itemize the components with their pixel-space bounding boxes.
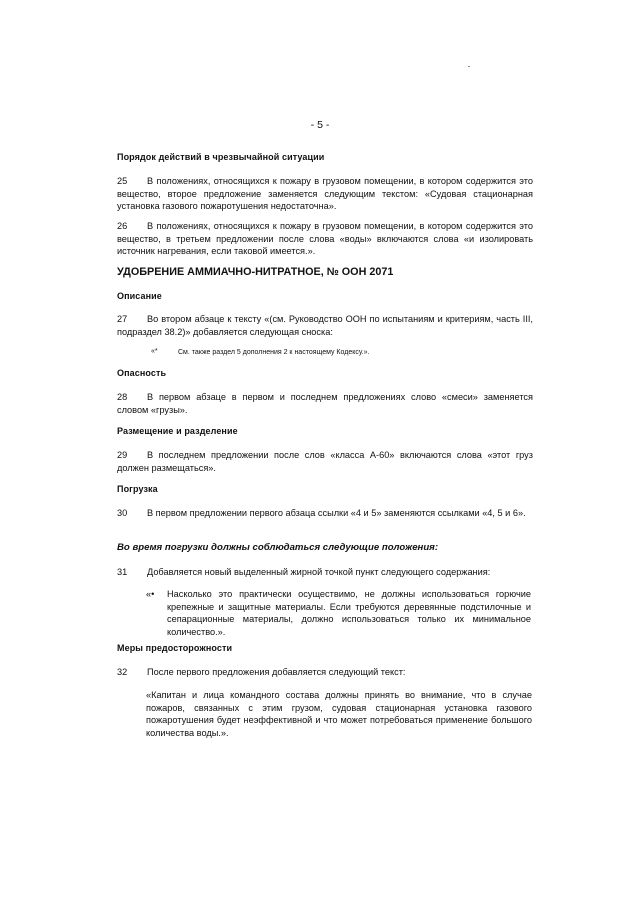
paragraph-text: В последнем предложении после слов «класса А-60» включаются слова «этот груз должен размещаться». — [117, 450, 533, 473]
footnote-text: См. также раздел 5 дополнения 2 к настоящему Кодексу.». — [178, 349, 370, 356]
paragraph-31 — [117, 566, 533, 579]
heading-loading: Погрузка — [117, 484, 158, 494]
paragraph-text: В положениях, относящихся к пожару в грузовом помещении, в котором содержится это вещество, в третьем предложении после слова «воды» включаются слова «и изолировать источник нагревания, если таковой имеется.». — [117, 221, 533, 257]
heading-emergency: Порядок действий в чрезвычайной ситуации — [117, 152, 325, 162]
paragraph-text: В положениях, относящихся к пожару в грузовом помещении, в котором содержится это вещество, второе предложение заменяется следующим текстом: «Судовая стационарная установка газового пожаротушения недостаточна». — [117, 176, 533, 212]
footnote-mark: «* — [151, 348, 158, 355]
paragraph-26 — [117, 220, 533, 258]
heading-loading-provisions: Во время погрузки должны соблюдаться следующие положения: — [117, 542, 439, 553]
paragraph-30 — [117, 507, 533, 520]
paragraph-number: 27 — [117, 314, 128, 324]
paragraph-number: 26 — [117, 221, 128, 231]
paragraph-number: 32 — [117, 667, 128, 677]
paragraph-text: После первого предложения добавляется следующий текст: — [147, 667, 406, 677]
paragraph-29 — [117, 449, 533, 474]
heading-fertilizer: УДОБРЕНИЕ АММИАЧНО-НИТРАТНОЕ, № ООН 2071 — [117, 266, 394, 278]
paragraph-28 — [117, 391, 533, 416]
page-number: - 5 - — [310, 119, 330, 131]
heading-description: Описание — [117, 291, 162, 301]
paragraph-text: Добавляется новый выделенный жирной точкой пункт следующего содержания: — [147, 567, 491, 577]
heading-hazard: Опасность — [117, 368, 167, 378]
paragraph-text: Во втором абзаце к тексту «(см. Руководство ООН по испытаниям и критериям, часть III, подраздел 38.2)» добавляется следующая сноска: — [117, 314, 533, 337]
paragraph-number: 25 — [117, 176, 128, 186]
heading-precautions: Меры предосторожности — [117, 643, 233, 653]
heading-stowage: Размещение и разделение — [117, 426, 238, 436]
bullet-text: Насколько это практически осуществимо, не должны использоваться горючие крепежные и защитные материалы. Если требуются деревянные подстилочные и сепарационные материалы, должно использоваться только их минимальное количество.». — [167, 589, 531, 637]
paragraph-text: В первом предложении первого абзаца ссылки «4 и 5» заменяются ссылками «4, 5 и 6». — [147, 508, 526, 518]
paragraph-text: В первом абзаце в первом и последнем предложениях слово «смеси» заменяется словом «грузы». — [117, 392, 533, 415]
scan-speck — [468, 66, 470, 67]
paragraph-27 — [117, 313, 533, 338]
bullet-mark: «• — [146, 589, 155, 599]
paragraph-32 — [117, 666, 533, 679]
paragraph-number: 31 — [117, 567, 128, 577]
paragraph-number: 30 — [117, 508, 128, 518]
paragraph-number: 28 — [117, 392, 128, 402]
paragraph-25 — [117, 175, 533, 213]
paragraph-number: 29 — [117, 450, 128, 460]
quoted-text: «Капитан и лица командного состава должны принять во внимание, что в случае пожаров, связанных с этим грузом, судовая стационарная установка газового пожаротушения будет неэффективной и что может потребоваться применение большого количества воды.». — [146, 690, 532, 738]
